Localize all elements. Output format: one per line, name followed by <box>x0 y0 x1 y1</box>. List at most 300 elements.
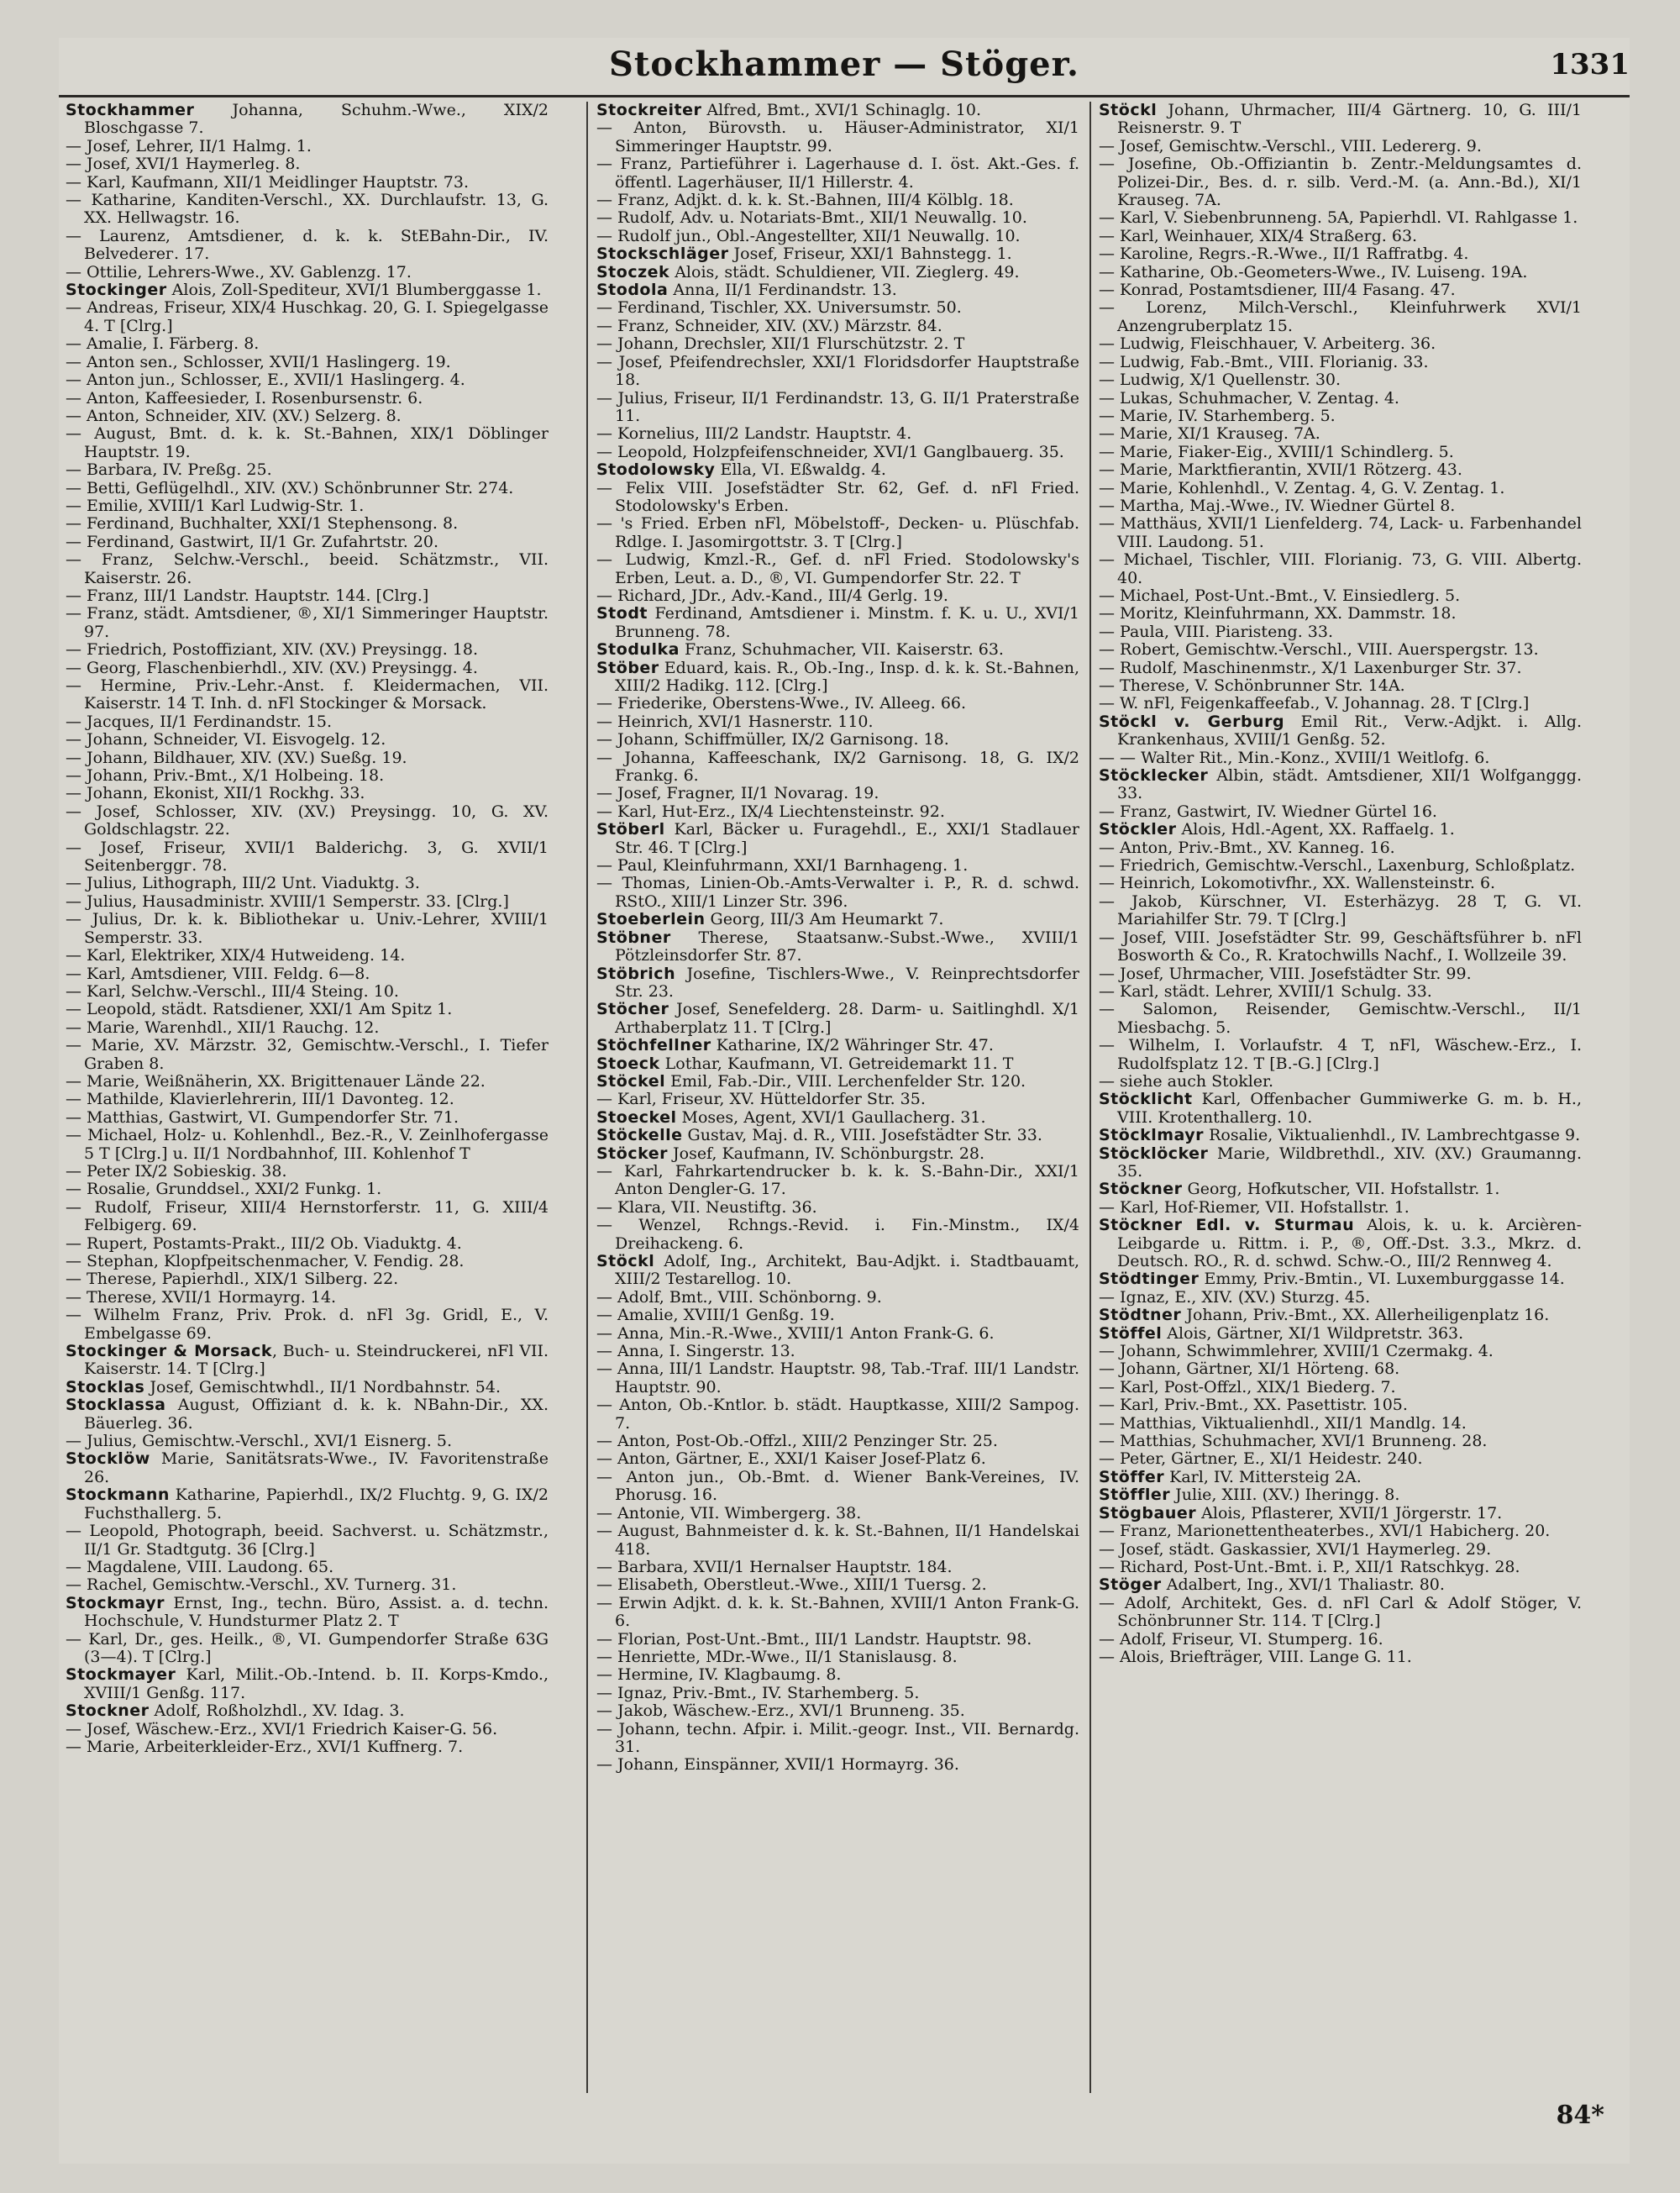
column-divider <box>586 102 588 2093</box>
entry-text: Ella, VI. Eßwaldg. 4. <box>715 460 886 480</box>
directory-entry <box>1099 929 1582 965</box>
entry-text: — Marie, XV. Märzstr. 32, Gemischtw.-Verschl., I. Tiefer Graben 8. <box>66 1036 549 1073</box>
entry-text: Anna, II/1 Ferdinandstr. 13. <box>668 281 897 300</box>
directory-entry <box>596 209 1079 227</box>
directory-entry <box>1099 1181 1582 1198</box>
entry-text: — Josef, Gemischtw.-Verschl., VIII. Ledererg. 9. <box>1099 136 1482 155</box>
directory-entry <box>1099 857 1582 875</box>
entry-text: — Leopold, Photograph, beeid. Sachverst. u. Schätzmstr., II/1 Gr. Stadtgutg. 36 [Clrg.] <box>66 1522 549 1559</box>
directory-entry <box>1099 1360 1582 1378</box>
entry-text: — Karl, Selchw.-Verschl., III/4 Steing. 10. <box>66 981 399 1001</box>
entry-text: — Adolf, Bmt., VIII. Schönborng. 9. <box>596 1287 882 1307</box>
entry-text: — Jakob, Wäschew.-Erz., XVI/1 Brunneng. 35. <box>596 1701 965 1721</box>
entry-text: — Martha, Maj.-Wwe., IV. Wiedner Gürtel 8. <box>1099 496 1456 515</box>
directory-entry <box>1099 1307 1582 1324</box>
entry-text: — Thomas, Linien-Ob.-Amts-Verwalter i. P., R. d. schwd. RStO., XIII/1 Linzer Str. 396. <box>596 874 1079 911</box>
entry-text: — Johann, Schneider, VI. Eisvogelg. 12. <box>66 730 386 749</box>
directory-entry <box>596 245 1079 263</box>
directory-entry <box>596 192 1079 209</box>
directory-entry <box>66 354 549 371</box>
entry-text: — Alois, Briefträger, VIII. Lange G. 11. <box>1099 1647 1412 1666</box>
entry-surname: Stockmayer <box>66 1665 176 1685</box>
entry-text: — Marie, Arbeiterkleider-Erz., XVI/1 Kuffnerg. 7. <box>66 1737 464 1756</box>
directory-entry <box>1099 1289 1582 1307</box>
directory-entry <box>66 1163 549 1181</box>
entry-text: — Marie, Weißnäherin, XX. Brigittenauer Lände 22. <box>66 1071 486 1091</box>
entry-text: — Michael, Holz- u. Kohlenhdl., Bez.-R., V. Zeinlhofergasse 5 T [Clrg.] u. II/1 Nordbahnhof, III. Kohlenhof T <box>66 1126 549 1163</box>
entry-text: — Anton jun., Ob.-Bmt. d. Wiener Bank-Vereines, IV. Phorusg. 16. <box>596 1467 1079 1505</box>
entry-surname: Stockmayr <box>66 1593 165 1612</box>
directory-entry <box>1099 1522 1582 1540</box>
entry-text: — Anton, Ob.-Kntlor. b. städt. Hauptkasse, XIII/2 Sampog. 7. <box>596 1396 1079 1433</box>
entry-text: — Josef, Wäschew.-Erz., XVI/1 Friedrich Kaiser-G. 56. <box>66 1719 498 1738</box>
directory-entry <box>66 911 549 947</box>
directory-entry <box>1099 1127 1582 1144</box>
entry-text: — Amalie, XVIII/1 Genßg. 19. <box>596 1306 835 1325</box>
entry-text: — Ludwig, Fab.-Bmt., VIII. Florianig. 33. <box>1099 352 1429 371</box>
entry-text: — Franz, städt. Amtsdiener, ®, XI/1 Simmeringer Hauptstr. 97. <box>66 604 549 641</box>
entry-text: — Anton, Bürovsth. u. Häuser-Administrator, XI/1 Simmeringer Hauptstr. 99. <box>596 118 1079 155</box>
entry-text: — Moritz, Kleinfuhrmann, XX. Dammstr. 18. <box>1099 604 1457 623</box>
entry-text: — Johann, Gärtner, XI/1 Hörteng. 68. <box>1099 1359 1400 1379</box>
entry-text: Adolf, Ing., Architekt, Bau-Adjkt. i. Stadtbauamt, XIII/2 Testarellog. 10. <box>615 1252 1079 1289</box>
entry-surname: Stöcklicht <box>1099 1090 1193 1109</box>
entry-text: — Marie, Marktfierantin, XVII/1 Rötzerg. 43. <box>1099 460 1462 480</box>
directory-entry <box>596 551 1079 587</box>
entry-text: — Wilhelm, I. Vorlaufstr. 4 T, nFl, Wäschew.-Erz., I. Rudolfsplatz 12. T [B.-G.] [Clrg.] <box>1099 1036 1582 1073</box>
directory-entry <box>596 713 1079 731</box>
entry-text: — Lukas, Schuhmacher, V. Zentag. 4. <box>1099 388 1399 408</box>
directory-entry <box>66 138 549 155</box>
directory-entry <box>596 605 1079 641</box>
directory-entry <box>66 228 549 264</box>
entry-text: — Anton, Gärtner, E., XXI/1 Kaiser Josef-Platz 6. <box>596 1449 986 1469</box>
entry-text: — August, Bahnmeister d. k. k. St.-Bahnen, II/1 Handelskai 418. <box>596 1522 1079 1559</box>
directory-entry <box>596 1433 1079 1450</box>
directory-entry <box>66 1666 549 1702</box>
entry-text: — Karl, Kaufmann, XII/1 Meidlinger Hauptstr. 73. <box>66 172 470 192</box>
entry-text: Ernst, Ing., techn. Büro, Assist. a. d. techn. Hochschule, V. Hundsturmer Platz 2. T <box>84 1593 549 1631</box>
entry-surname: Stoeberlein <box>596 910 706 929</box>
entry-text: — Josef, Friseur, XVII/1 Balderichg. 3, G. XVII/1 Seitenberggг. 78. <box>66 838 549 876</box>
entry-text: — Josef, Lehrer, II/1 Halmg. 1. <box>66 136 312 155</box>
signature-mark: 84* <box>1556 2101 1604 2130</box>
directory-entry <box>66 480 549 497</box>
entry-text: — Josef, städt. Gaskassier, XVI/1 Haymerleg. 29. <box>1099 1539 1492 1559</box>
entry-text: — Josef, XVI/1 Haymerleg. 8. <box>66 155 301 174</box>
directory-entry <box>1099 695 1582 713</box>
entry-surname: Stöffler <box>1099 1486 1171 1505</box>
directory-entry <box>1099 839 1582 857</box>
entry-surname: Stockreiter <box>596 102 702 119</box>
entry-surname: Stockschläger <box>596 245 729 264</box>
entry-text: — Marie, Kohlenhdl., V. Zentag. 4, G. V. Zentag. 1. <box>1099 478 1505 497</box>
entry-text: — Anna, I. Singerstr. 13. <box>596 1342 795 1361</box>
directory-entry <box>596 1469 1079 1505</box>
entry-text: — Michael, Post-Unt.-Bmt., V. Einsiedlerg. 5. <box>1099 586 1461 605</box>
directory-entry <box>66 425 549 461</box>
directory-entry <box>596 1037 1079 1054</box>
directory-entry <box>596 1253 1079 1289</box>
entry-text: Alois, Hdl.-Agent, XX. Raffaelg. 1. <box>1176 820 1455 839</box>
entry-surname: Stöffel <box>1099 1323 1163 1343</box>
entry-surname: Stodulka <box>596 640 680 660</box>
entry-text: — Georg, Flaschenbierhdl., XIV. (XV.) Preysingg. 4. <box>66 658 478 677</box>
directory-entry <box>1099 1037 1582 1073</box>
directory-entry <box>1099 1595 1582 1631</box>
directory-entry <box>596 785 1079 802</box>
entry-surname: Stoczek <box>596 262 670 281</box>
directory-entry <box>596 281 1079 299</box>
directory-entry <box>66 605 549 641</box>
entry-text: — Josefine, Ob.-Offizіantin b. Zentr.-Meldungsamtes d. Polizei-Dir., Bes. d. r. silb. Verd.-M. (a. Ann.-Bd.), XI/1 Krauseg. 7A. <box>1099 155 1582 210</box>
entry-surname: Stockner <box>66 1701 150 1721</box>
entry-text: Albin, städt. Amtsdiener, XII/1 Wolfganggg. 33. <box>1117 766 1582 803</box>
entry-text: — Josef, Uhrmacher, VIII. Josefstädter Str. 99. <box>1099 964 1472 983</box>
entry-surname: Stödtner <box>1099 1306 1182 1325</box>
directory-entry <box>1099 281 1582 299</box>
directory-entry <box>596 731 1079 749</box>
directory-entry <box>596 1649 1079 1666</box>
directory-entry <box>66 1702 549 1720</box>
entry-surname: Stöbner <box>596 928 671 947</box>
entry-text: — Josef, VIII. Josefstädter Str. 99, Geschäftsführer b. nFl Bosworth & Co., R. Kratochwills Nachf., I. Wollzeile 39. <box>1099 928 1582 965</box>
directory-entry <box>66 1127 549 1163</box>
directory-entry <box>1099 660 1582 677</box>
directory-entry <box>1099 875 1582 892</box>
entry-text: Julie, XIII. (XV.) Iheringg. 8. <box>1170 1486 1400 1505</box>
entry-text: — Salomon, Reisender, Gemischtw.-Verschl., II/1 Miesbachg. 5. <box>1099 1000 1582 1037</box>
entry-text: — Karl, Hof-Riemer, VII. Hofstallstr. 1. <box>1099 1197 1410 1217</box>
entry-text: Lothar, Kaufmann, VI. Getreidemarkt 11. T <box>659 1054 1014 1073</box>
directory-entry <box>596 660 1079 696</box>
entry-text: — Marie, IV. Starhemberg. 5. <box>1099 406 1336 425</box>
entry-surname: Stöcher <box>596 1000 669 1019</box>
entry-surname: Stodt <box>596 604 648 623</box>
directory-entry <box>596 1109 1079 1127</box>
entry-text: — Ludwig, Kmzl.-R., Gef. d. nFl Fried. Stodolowsky's Erben, Leut. a. D., ®, VI. Gumpendorfer Str. 22. T <box>596 550 1079 587</box>
entry-text: — Karl, Post-Offzl., XIX/1 Biederg. 7. <box>1099 1377 1396 1396</box>
entry-text: — Franz, Adjkt. d. k. k. St.-Bahnen, III/4 Kölblg. 18. <box>596 191 1014 210</box>
entry-text: — Ferdinand, Tischler, XX. Universumstr. 50. <box>596 298 962 318</box>
directory-entry <box>1099 803 1582 821</box>
entry-text: — Elisabeth, Oberstleut.-Wwe., XIII/1 Tuersg. 2. <box>596 1575 987 1595</box>
directory-entry <box>66 1109 549 1127</box>
entry-surname: Stöcklmayr <box>1099 1126 1205 1145</box>
entry-text: — Johann, Ekonist, XII/1 Rockhg. 33. <box>66 784 365 803</box>
directory-entry <box>1099 1649 1582 1666</box>
entry-text: — Therese, V. Schönbrunner Str. 14A. <box>1099 676 1405 695</box>
directory-entry <box>66 983 549 1001</box>
entry-text: — Jakob, Kürschner, VI. Esterhäzyg. 28 T, G. VI. Mariahilfer Str. 79. T [Clrg.] <box>1099 891 1582 929</box>
directory-entry <box>596 641 1079 659</box>
entry-surname: Stockhammer <box>66 102 195 119</box>
entry-text: — Katharine, Ob.-Geometers-Wwe., IV. Luiseng. 19A. <box>1099 262 1528 281</box>
directory-entry <box>1099 1433 1582 1450</box>
entry-text: — Julius, Dr. k. k. Bibliothekar u. Univ.-Lehrer, XVIII/1 Semperstr. 33. <box>66 910 549 947</box>
entry-text: — Karl, Fahrkartendrucker b. k. k. S.-Bahn-Dir., XXI/1 Anton Dengler-G. 17. <box>596 1161 1079 1199</box>
directory-entry <box>66 1270 549 1288</box>
entry-surname: Stodolowsky <box>596 460 716 480</box>
entry-surname: Stöcklecker <box>1099 766 1209 786</box>
directory-entry <box>596 1343 1079 1360</box>
directory-entry <box>1099 209 1582 227</box>
directory-entry <box>1099 623 1582 641</box>
directory-entry <box>596 335 1079 353</box>
directory-entry <box>596 1217 1079 1253</box>
directory-entry <box>1099 425 1582 443</box>
entry-surname: Stodola <box>596 281 669 300</box>
directory-entry <box>66 1486 549 1522</box>
entry-text: Josefine, Tischlers-Wwe., V. Reinprechtsdorfer Str. 23. <box>615 964 1079 1001</box>
directory-entry <box>1099 1325 1582 1343</box>
directory-entry <box>596 911 1079 928</box>
entry-text: — Matthäus, XVII/1 Lienfelderg. 74, Lack- u. Farbenhandel VIII. Laudong. 51. <box>1099 514 1582 551</box>
directory-entry <box>66 1738 549 1756</box>
entry-text: — Johann, techn. Afpir. i. Milit.-geogr. Inst., VII. Bernardg. 31. <box>596 1719 1079 1756</box>
entry-text: — Stephan, Klopfpeitschenmacher, V. Fendig. 28. <box>66 1252 465 1270</box>
directory-entry <box>66 1181 549 1198</box>
entry-text: — Leopold, städt. Ratsdiener, XXI/1 Am Spitz 1. <box>66 1000 453 1019</box>
entry-text: Johann, Priv.-Bmt., XX. Allerheiligenplatz 16. <box>1181 1306 1550 1325</box>
directory-entry <box>66 390 549 408</box>
entry-text: — Johann, Schwimmlehrer, XVIII/1 Czermakg. 4. <box>1099 1342 1494 1361</box>
entry-text: — Barbara, XVII/1 Hernalser Hauptstr. 184. <box>596 1557 953 1576</box>
entry-text: — Ferdinand, Buchhalter, XXI/1 Stephensong. 8. <box>66 514 459 534</box>
entry-text: Johanna, Schuhm.-Wwe., XIX/2 Bloschgasse 7. <box>84 102 549 138</box>
entry-text: — Rosalie, Grunddsel., XXI/2 Funkg. 1. <box>66 1180 382 1199</box>
entry-surname: Stockinger <box>66 281 167 300</box>
directory-entry <box>66 335 549 353</box>
directory-entry <box>596 299 1079 317</box>
entry-surname: Stocklöw <box>66 1449 150 1469</box>
directory-entry <box>1099 1541 1582 1559</box>
directory-entry <box>1099 1450 1582 1468</box>
directory-entry <box>596 1055 1079 1073</box>
directory-entry <box>66 281 549 299</box>
entry-text: Johann, Uhrmacher, III/4 Gärtnerg. 10, G. III/1 Reisnerstr. 9. T <box>1117 102 1582 138</box>
directory-entry <box>596 1631 1079 1649</box>
directory-entry <box>66 1199 549 1235</box>
directory-entry <box>596 1325 1079 1343</box>
entry-text: — Felix VIII. Josefstädter Str. 62, Gef. d. nFl Fried. Stodolowsky's Erben. <box>596 478 1079 515</box>
directory-entry <box>596 318 1079 335</box>
entry-text: — Julius, Hausadministr. XVIII/1 Semperstr. 33. [Clrg.] <box>66 891 509 911</box>
entry-text: — Laurenz, Amtsdiener, d. k. k. StEBahn-Dir., IV. Belvederег. 17. <box>66 226 549 264</box>
directory-entry <box>66 1037 549 1073</box>
directory-entry <box>1099 155 1582 209</box>
directory-entry <box>66 1396 549 1433</box>
directory-entry <box>66 1289 549 1307</box>
directory-entry <box>1099 390 1582 408</box>
entry-surname: Stocklassa <box>66 1396 166 1415</box>
entry-text: — Marie, Fiaker-Eig., XVIII/1 Schindlerg. 5. <box>1099 442 1454 461</box>
entry-text: — Richard, JDr., Adv.-Kand., III/4 Gerlg. 19. <box>596 586 948 605</box>
page-number: 1331 <box>1550 48 1630 82</box>
directory-entry <box>66 461 549 479</box>
entry-text: — Johann, Drechsler, XII/1 Flurschützstr. 2. T <box>596 334 965 354</box>
entry-text: Alois, Gärtner, XI/1 Wildpretstr. 363. <box>1162 1323 1464 1343</box>
entry-text: — Adolf, Friseur, VI. Stumperg. 16. <box>1099 1629 1383 1649</box>
entry-text: — Marie, XI/1 Krauseg. 7A. <box>1099 424 1320 444</box>
directory-entry <box>66 264 549 281</box>
entry-surname: Stöcklöcker <box>1099 1144 1209 1163</box>
entry-text: Ferdinand, Amtsdiener i. Minstm. f. K. u. U., XVI/1 Brunneng. 78. <box>615 604 1079 641</box>
entry-text: Alois, k. u. k. Arcièren-Leibgarde u. Rittm. i. P., ®, Off.-Dst. 3.3., Mkrz. d. Deutsch. RO., R. d. schwd. Schw.-O., III/2 Rennweg 4. <box>1117 1216 1582 1270</box>
entry-text: — Henriette, MDr.-Wwe., II/1 Stanislausg. 8. <box>596 1647 958 1666</box>
directory-entry <box>66 534 549 551</box>
entry-text: — Rupert, Postamts-Prakt., III/2 Ob. Viaduktg. 4. <box>66 1233 462 1253</box>
directory-entry <box>66 1450 549 1486</box>
directory-entry <box>66 947 549 965</box>
entry-text: — Richard, Post-Unt.-Bmt. i. P., XII/1 Ratschkyg. 28. <box>1099 1557 1520 1576</box>
entry-text: — siehe auch Stokler. <box>1099 1071 1274 1091</box>
directory-entry <box>1099 138 1582 155</box>
entry-text: — Josef, Pfeifendrechsler, XXI/1 Floridsdorfer Hauptstraße 18. <box>596 352 1079 390</box>
directory-entry <box>596 1073 1079 1091</box>
entry-text: — Franz, Schneider, XIV. (XV.) Märzstr. 84. <box>596 316 942 335</box>
entry-text: — Adolf, Architekt, Ges. d. nFl Carl & Adolf Stöger, V. Schönbrunner Str. 114. T [Clrg.] <box>1099 1593 1582 1631</box>
directory-entry <box>66 713 549 731</box>
entry-text: Gustav, Maj. d. R., VIII. Josefstädter Str. 33. <box>682 1126 1042 1145</box>
entry-text: — Florian, Post-Unt.-Bmt., III/1 Landstr. Hauptstr. 98. <box>596 1629 1032 1649</box>
entry-text: — Michael, Tischler, VIII. Florianig. 73, G. VIII. Albertg. 40. <box>1099 550 1582 587</box>
entry-text: Therese, Staatsanw.-Subst.-Wwe., XVIII/1 Pötzleinsdorfer Str. 87. <box>615 928 1079 965</box>
entry-text: — Ignaz, Priv.-Bmt., IV. Starhemberg. 5. <box>596 1683 920 1702</box>
entry-text: — Julius, Friseur, II/1 Ferdinandstr. 13, G. II/1 Praterstraße 11. <box>596 388 1079 425</box>
entry-text: — Peter, Gärtner, E., XI/1 Heidestr. 240. <box>1099 1449 1423 1469</box>
directory-entry <box>1099 1576 1582 1594</box>
entry-text: — Karl, Amtsdiener, VIII. Feldg. 6—8. <box>66 964 370 983</box>
entry-text: Josef, Friseur, XXI/1 Bahnstegg. 1. <box>728 245 1012 264</box>
entry-text: Georg, Hofkutscher, VII. Hofstallstr. 1. <box>1182 1180 1500 1199</box>
directory-entry <box>1099 228 1582 245</box>
entry-text: — Karl, städt. Lehrer, XVIII/1 Schulg. 33. <box>1099 981 1432 1001</box>
directory-entry <box>66 1721 549 1738</box>
directory-entry <box>596 749 1079 786</box>
directory-entry <box>596 1559 1079 1576</box>
directory-entry <box>596 1450 1079 1468</box>
directory-entry <box>596 1685 1079 1702</box>
directory-entry <box>66 102 549 138</box>
entry-surname: Stockinger & Morsack <box>66 1342 273 1361</box>
entry-text: — Ludwig, Fleischhauer, V. Arbeiterg. 36. <box>1099 334 1436 354</box>
entry-text: — Rachel, Gemischtw.-Verschl., XV. Turnerg. 31. <box>66 1575 457 1595</box>
entry-surname: Stöger <box>1099 1575 1162 1595</box>
directory-entry <box>1099 497 1582 515</box>
directory-entry <box>66 1073 549 1091</box>
entry-text: — Anton, Kaffeesieder, I. Rosenbursenstr. 6. <box>66 388 423 408</box>
entry-text: — W. nFl, Feigenkaffeefab., V. Johannag. 28. T [Clrg.] <box>1099 694 1530 713</box>
entry-surname: Stöberl <box>596 820 665 839</box>
entry-text: — Klara, VII. Neustiftg. 36. <box>596 1197 817 1217</box>
entry-text: — Lorenz, Milch-Verschl., Kleinfuhrwerk XVI/1 Anzengruberplatz 15. <box>1099 298 1582 335</box>
directory-entry <box>1099 1270 1582 1288</box>
entry-text: — Heinrich, Lokomotivfhr., XX. Wallensteinstr. 6. <box>1099 874 1496 893</box>
entry-text: — Friedrich, Postoffiziant, XIV. (XV.) Preysingg. 18. <box>66 640 478 660</box>
directory-entry <box>66 587 549 605</box>
directory-entry <box>596 1360 1079 1396</box>
directory-entry <box>1099 749 1582 767</box>
entry-text: — Karl, Hut-Erz., IX/4 Liechtensteinstr. 92. <box>596 802 945 821</box>
directory-entry <box>1099 1505 1582 1522</box>
directory-entry <box>596 965 1079 1002</box>
entry-text: — Anton sen., Schlosser, XVII/1 Haslingerg. 19. <box>66 352 451 371</box>
directory-entry <box>1099 1343 1582 1360</box>
directory-entry <box>1099 354 1582 371</box>
directory-entry <box>66 803 549 839</box>
entry-text: — Magdalene, VIII. Laudong. 65. <box>66 1557 334 1576</box>
entry-text: — Karl, Dr., ges. Heilk., ®, VI. Gumpendorfer Straße 63G (3—4). T [Clrg.] <box>66 1629 549 1666</box>
directory-entry <box>596 695 1079 713</box>
directory-entry <box>1099 641 1582 659</box>
entry-text: Katharine, IX/2 Währinger Str. 47. <box>711 1036 994 1055</box>
directory-entry <box>596 480 1079 516</box>
directory-entry <box>596 515 1079 551</box>
entry-text: — Anna, III/1 Landstr. Hauptstr. 98, Tab.-Traf. III/1 Landstr. Hauptstr. 90. <box>596 1359 1079 1396</box>
directory-entry <box>1099 102 1582 138</box>
entry-text: Franz, Schuhmacher, VII. Kaiserstr. 63. <box>679 640 1004 660</box>
directory-entry <box>1099 1091 1582 1127</box>
entry-text: — Johann, Priv.-Bmt., X/1 Holbeing. 18. <box>66 766 385 786</box>
directory-entry <box>66 497 549 515</box>
directory-entry <box>1099 444 1582 461</box>
entry-text: — Rudolf, Friseur, XIII/4 Hernstorferstr. 11, G. XIII/4 Felbigerg. 69. <box>66 1197 549 1235</box>
directory-entry <box>596 1289 1079 1307</box>
entry-text: — Franz, Marionettentheaterbes., XVI/1 Habicherg. 20. <box>1099 1522 1551 1541</box>
directory-entry <box>66 875 549 892</box>
directory-entry <box>66 515 549 533</box>
entry-text: — Franz, Gastwirt, IV. Wiedner Gürtel 16. <box>1099 802 1437 821</box>
entry-text: — Barbara, IV. Preßg. 25. <box>66 460 272 480</box>
entry-text: — Matthias, Viktualienhdl., XII/1 Mandlg. 14. <box>1099 1413 1467 1433</box>
entry-text: — Hermine, Priv.-Lehr.-Anst. f. Kleidermachen, VII. Kaiserstr. 14 T. Inh. d. nFl Stockinger & Morsack. <box>66 676 549 713</box>
directory-entry <box>1099 677 1582 695</box>
directory-entry <box>66 1631 549 1667</box>
directory-entry <box>66 408 549 425</box>
column-2 <box>596 102 1079 2093</box>
entry-text: — Mathilde, Klavierlehrerin, III/1 Davonteg. 12. <box>66 1090 454 1109</box>
entry-text: Karl, IV. Mittersteig 2A. <box>1164 1467 1362 1486</box>
directory-entry <box>596 1001 1079 1037</box>
entry-surname: Stöckelle <box>596 1126 683 1145</box>
directory-entry <box>1099 1001 1582 1037</box>
entry-text: — Paul, Kleinfuhrmann, XXI/1 Barnhageng. 1. <box>596 856 969 876</box>
directory-entry <box>596 102 1079 119</box>
entry-text: Emil Rit., Verw.-Adjkt. i. Allg. Krankenhaus, XVIII/1 Genßg. 52. <box>1117 712 1582 749</box>
directory-entry <box>596 155 1079 192</box>
directory-entry <box>66 785 549 802</box>
entry-surname: Stöckl <box>1099 102 1158 119</box>
entry-text: — Franz, Selchw.-Verschl., beeid. Schätzmstr., VII. Kaiserstr. 26. <box>66 550 549 587</box>
entry-surname: Stögbauer <box>1099 1503 1197 1522</box>
entry-surname: Stöckner Edl. v. Sturmau <box>1099 1216 1355 1235</box>
directory-entry <box>1099 1396 1582 1414</box>
directory-entry <box>596 425 1079 443</box>
directory-entry <box>66 1091 549 1108</box>
entry-text: — Jacques, II/1 Ferdinandstr. 15. <box>66 712 332 731</box>
directory-entry <box>596 444 1079 461</box>
entry-text: — Katharine, Kanditen-Verschl., XX. Durchlaufstr. 13, G. XX. Hellwagstr. 16. <box>66 191 549 228</box>
entry-text: Marie, Wildbrethdl., XIV. (XV.) Graumanng. 35. <box>1117 1144 1582 1181</box>
directory-entry <box>596 1756 1079 1774</box>
entry-surname: Stöckner <box>1099 1180 1183 1199</box>
directory-entry <box>596 264 1079 281</box>
entry-text: Emil, Fab.-Dir., VIII. Lerchenfelder Str. 120. <box>665 1071 1026 1091</box>
directory-entry <box>66 174 549 192</box>
directory-entry <box>1099 713 1582 749</box>
directory-entry <box>1099 551 1582 587</box>
